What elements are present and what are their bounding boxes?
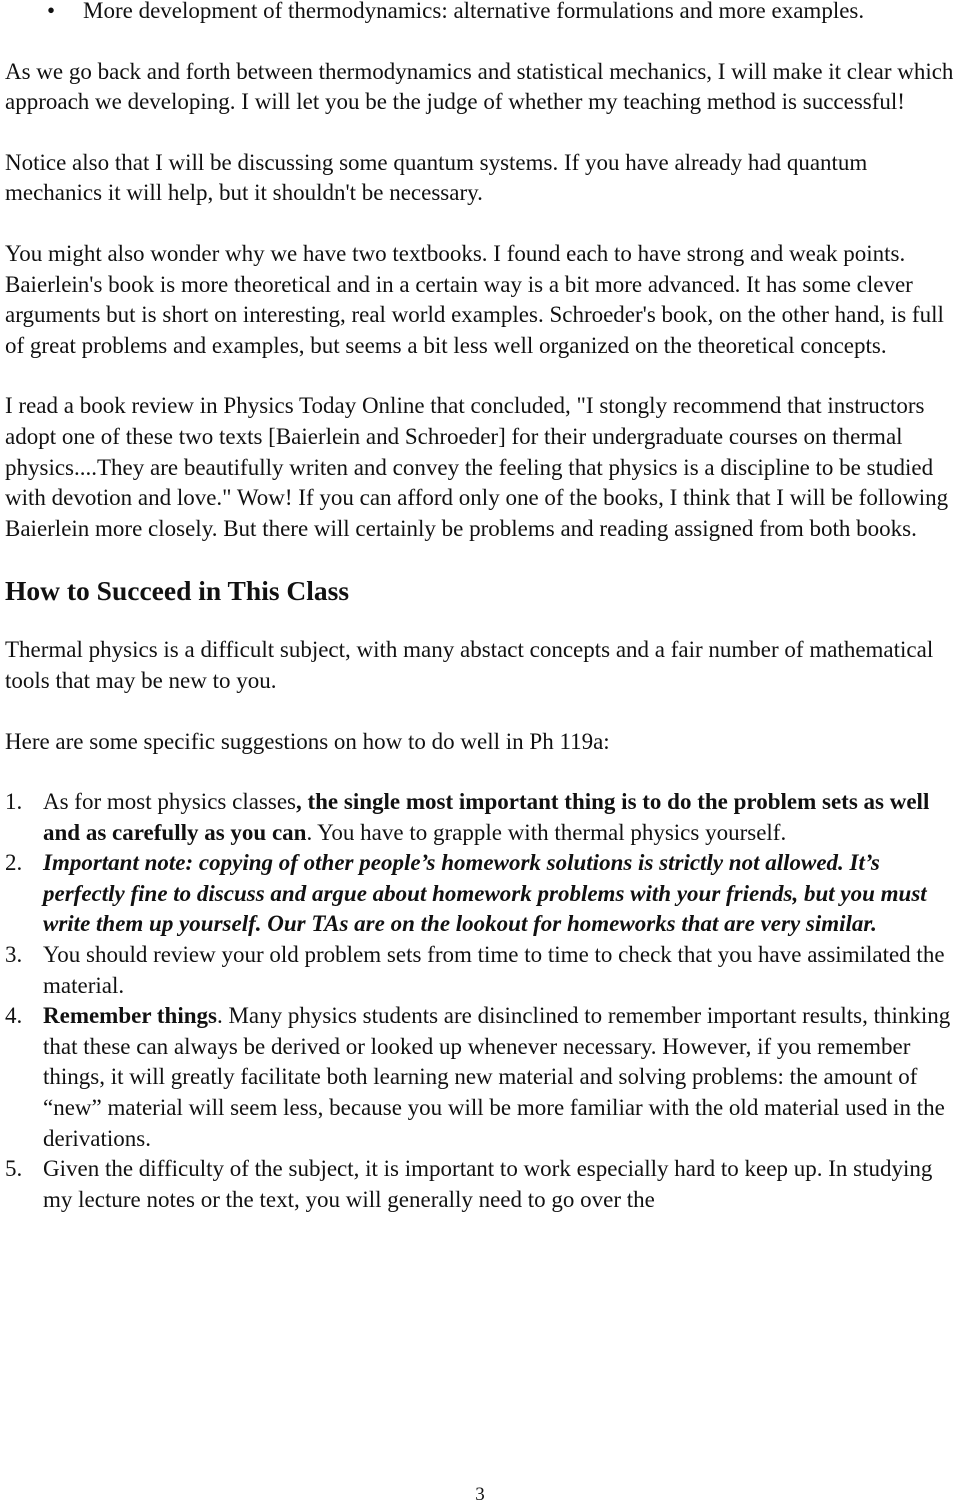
list-number: 2. bbox=[5, 850, 23, 876]
paragraph-approach: As we go back and forth between thermodynamics and statistical mechanics, I will make it clear which approach we developing. I will let you be the judge of whether my teaching method is successful! bbox=[5, 58, 954, 115]
item-text: You should review your old problem sets from time to time to check that you have assimilated the material. bbox=[43, 942, 945, 998]
list-item bbox=[5, 1154, 957, 1215]
list-number: 5. bbox=[5, 1156, 23, 1182]
list-item bbox=[5, 787, 957, 848]
paragraph-difficulty: Thermal physics is a difficult subject, with many abstact concepts and a fair number of mathematical tools that may be new to you. bbox=[5, 637, 934, 693]
list-number: 3. bbox=[5, 942, 23, 968]
paragraph-quantum: Notice also that I will be discussing some quantum systems. If you have already had quantum mechanics it will help, but it shouldn't be necessary. bbox=[5, 149, 868, 206]
bullet-text: More development of thermodynamics: alternative formulations and more examples. bbox=[83, 0, 865, 23]
document-page bbox=[5, 0, 957, 1215]
list-number: 4. bbox=[5, 1003, 23, 1029]
paragraph-textbooks: You might also wonder why we have two textbooks. I found each to have strong and weak points. Baierlein's book is more theoretical and in a certain way is a bit more advanced. It has some clever arguments but is short on interesting, real world examples. Schroeder's book, on the other hand, is full of great problems and examples, but seems a bit less well organized on the theoretical concepts. bbox=[5, 240, 944, 358]
item-bold-text: , the single most important thing is to do the problem sets as well and as carefully as you can bbox=[43, 789, 930, 845]
bullet-item bbox=[5, 0, 957, 27]
list-item bbox=[5, 848, 957, 940]
list-item bbox=[5, 1001, 957, 1154]
paragraph-suggestions-intro: Here are some specific suggestions on how to do well in Ph 119a: bbox=[5, 728, 610, 754]
item-text: Given the difficulty of the subject, it is important to work especially hard to keep up. In studying my lecture notes or the text, you will generally need to go over the bbox=[43, 1156, 933, 1212]
item-text: . You have to grapple with thermal physics yourself. bbox=[306, 819, 787, 845]
section-heading: How to Succeed in This Class bbox=[5, 575, 350, 607]
paragraph-book-review: I read a book review in Physics Today Online that concluded, "I stongly recommend that instructors adopt one of these two texts [Baierlein and Schroeder] for their undergraduate courses on thermal physics....They are beautifully writen and convey the feeling that physics is a discipline to be studied with devotion and love." Wow! If you can afford only one of the books, I think that I will be following Baierlein more closely. But there will certainly be problems and reading assigned from both books. bbox=[5, 393, 949, 541]
bullet-dot: • bbox=[47, 0, 56, 23]
page-number: 3 bbox=[475, 1484, 485, 1505]
list-item bbox=[5, 940, 957, 1001]
suggestions-list bbox=[5, 787, 957, 1215]
item-text: . Many physics students are disinclined to remember important results, thinking that these can always be derived or looked up whenever necessary. However, if you remember things, it will greatly facilitate both learning new material and solving problems: the amount of “new” material will seem less, because you will be more familiar with the old material used in the derivations. bbox=[43, 1003, 951, 1151]
item-bold-text: Remember things bbox=[43, 1003, 217, 1029]
item-text: As for most physics classes bbox=[43, 789, 296, 815]
item-bold-italic-text: Important note: copying of other people’s homework solutions is strictly not allowed. It’s perfectly fine to discuss and argue about homework problems with your friends, but you must write them up yourself. Our TAs are on the lookout for homeworks that are very similar. bbox=[43, 850, 927, 937]
list-number: 1. bbox=[5, 789, 23, 815]
